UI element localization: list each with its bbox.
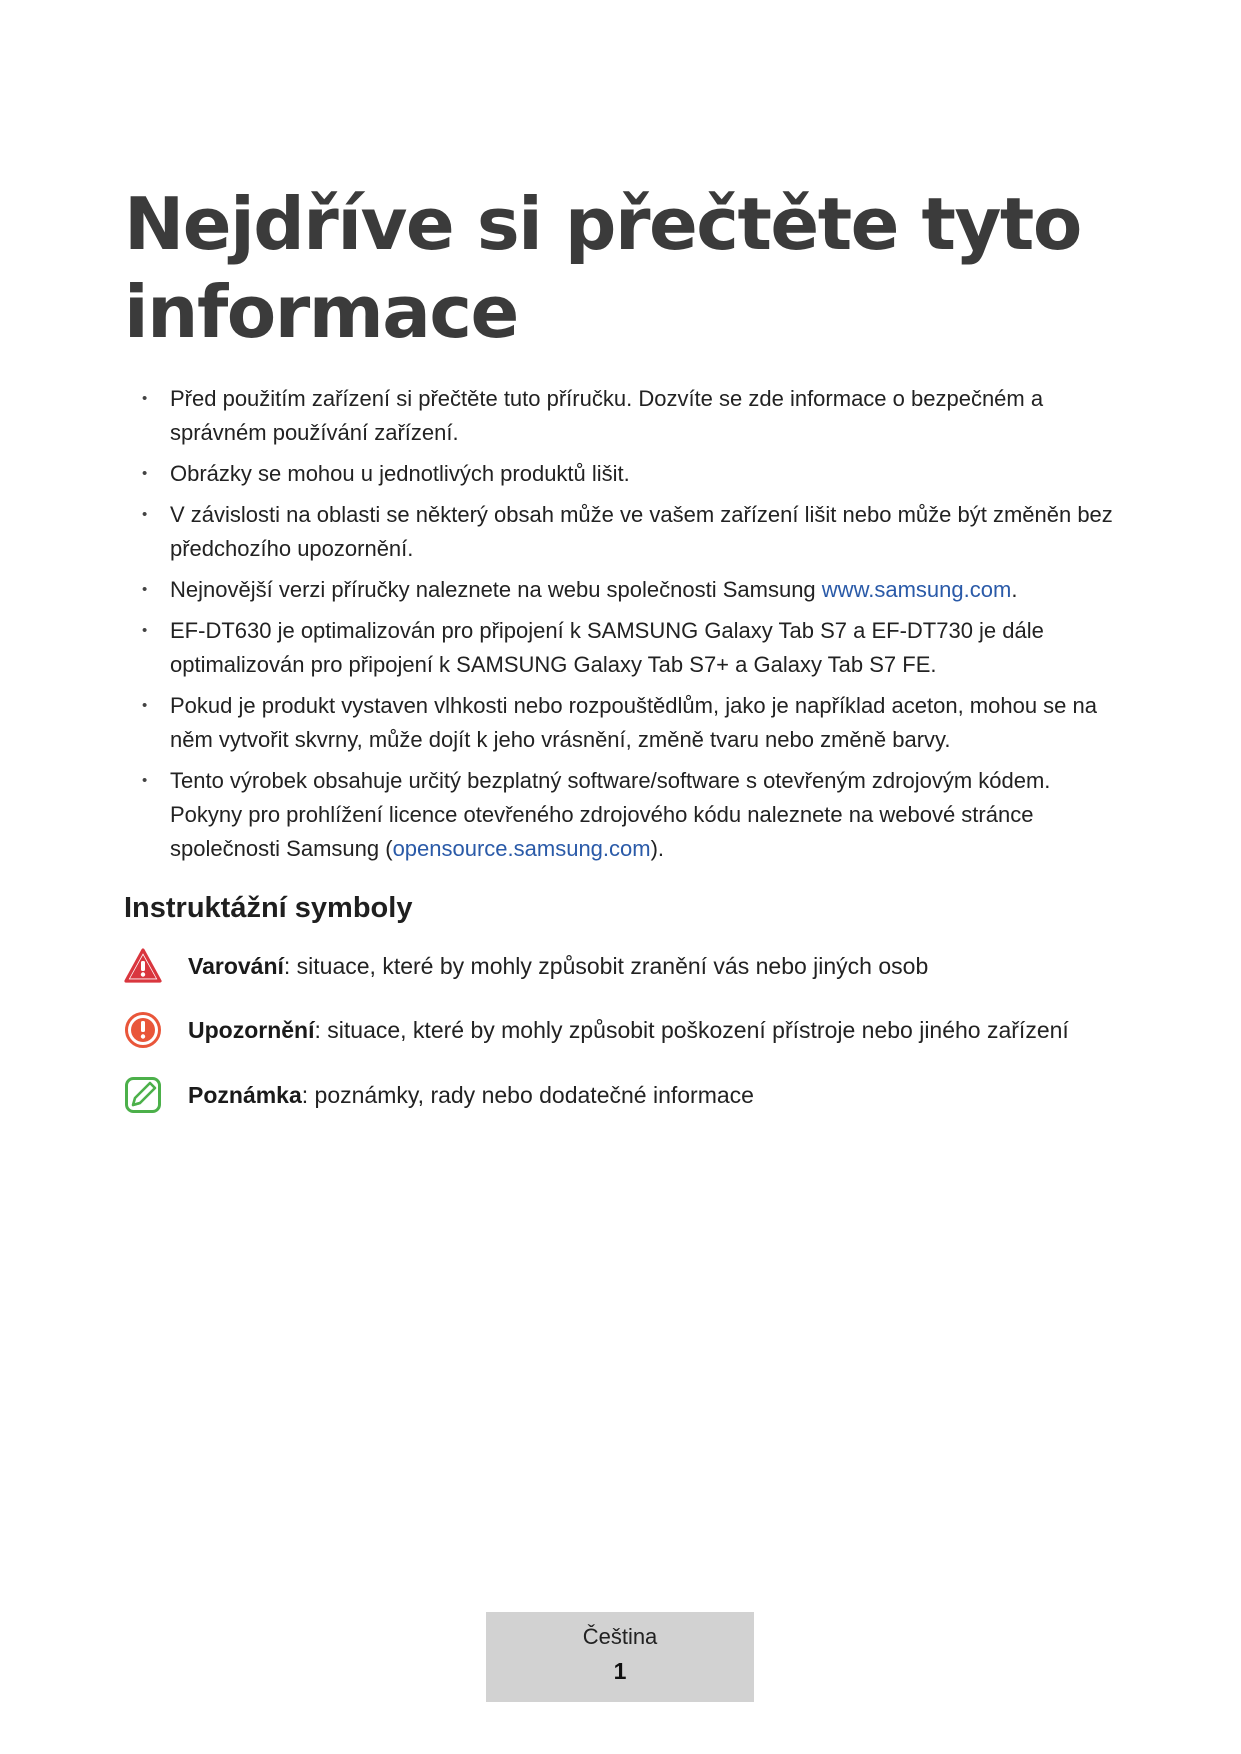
- caution-circle-icon: [124, 1011, 162, 1049]
- bullet-item: [124, 382, 1124, 450]
- bullet-text: Pokud je produkt vystaven vlhkosti nebo rozpouštědlům, jako je například aceton, mohou se na něm vytvořit skvrny, může dojít k jeho vrásnění, změně tvaru nebo změně barvy.: [170, 693, 1097, 752]
- bullet-text: EF-DT630 je optimalizován pro připojení k SAMSUNG Galaxy Tab S7 a EF-DT730 je dále optimalizován pro připojení k SAMSUNG Galaxy Tab S7+ a Galaxy Tab S7 FE.: [170, 618, 1044, 677]
- bullet-text: .: [1011, 577, 1018, 602]
- samsung-website-link[interactable]: www.samsung.com: [821, 577, 1012, 602]
- bullet-item: [124, 573, 1124, 607]
- bullet-item: [124, 689, 1124, 757]
- footer-language: Čeština: [582, 1624, 658, 1649]
- page-number: 1: [613, 1658, 627, 1684]
- page-title: Nejdříve si přečtěte tyto informace: [124, 182, 1081, 354]
- bullet-text: V závislosti na oblasti se některý obsah může ve vašem zařízení lišit nebo může být změněn bez předchozího upozornění.: [170, 502, 1113, 561]
- warning-description: [188, 953, 928, 980]
- symbol-row-note: [124, 1075, 754, 1115]
- bullet-item: [124, 457, 1124, 491]
- intro-bullet-list: [124, 382, 1124, 873]
- section-title-symbols: Instruktážní symboly: [124, 892, 413, 924]
- warning-label: Varování: [188, 952, 284, 979]
- bullet-text: Před použitím zařízení si přečtěte tuto příručku. Dozvíte se zde informace o bezpečném a správném používání zařízení.: [170, 386, 1044, 445]
- note-description: [188, 1082, 754, 1109]
- note-pencil-icon: [124, 1076, 162, 1114]
- caution-label: Upozornění: [188, 1016, 315, 1043]
- bullet-text: Obrázky se mohou u jednotlivých produktů lišit.: [170, 461, 630, 486]
- warning-triangle-icon: [124, 947, 162, 985]
- symbol-row-caution: [124, 1010, 1069, 1050]
- warning-text: : situace, které by mohly způsobit zranění vás nebo jiných osob: [283, 952, 929, 979]
- bullet-text: ).: [650, 836, 665, 861]
- page-footer: [486, 1612, 754, 1702]
- bullet-item: [124, 764, 1124, 866]
- caution-description: [188, 1017, 1069, 1044]
- opensource-website-link[interactable]: opensource.samsung.com: [392, 836, 651, 861]
- bullet-item: [124, 614, 1124, 682]
- note-label: Poznámka: [188, 1081, 302, 1108]
- symbol-row-warning: [124, 946, 928, 986]
- caution-text: : situace, které by mohly způsobit poškození přístroje nebo jiného zařízení: [314, 1016, 1069, 1043]
- bullet-item: [124, 498, 1124, 566]
- bullet-text: Tento výrobek obsahuje určitý bezplatný software/software s otevřeným zdrojovým kódem. Pokyny pro prohlížení licence otevřeného zdrojového kódu naleznete na webové stránce společnosti Samsung (: [170, 768, 1051, 861]
- note-text: : poznámky, rady nebo dodatečné informace: [301, 1081, 754, 1108]
- bullet-text: Nejnovější verzi příručky naleznete na webu společnosti Samsung: [170, 577, 822, 602]
